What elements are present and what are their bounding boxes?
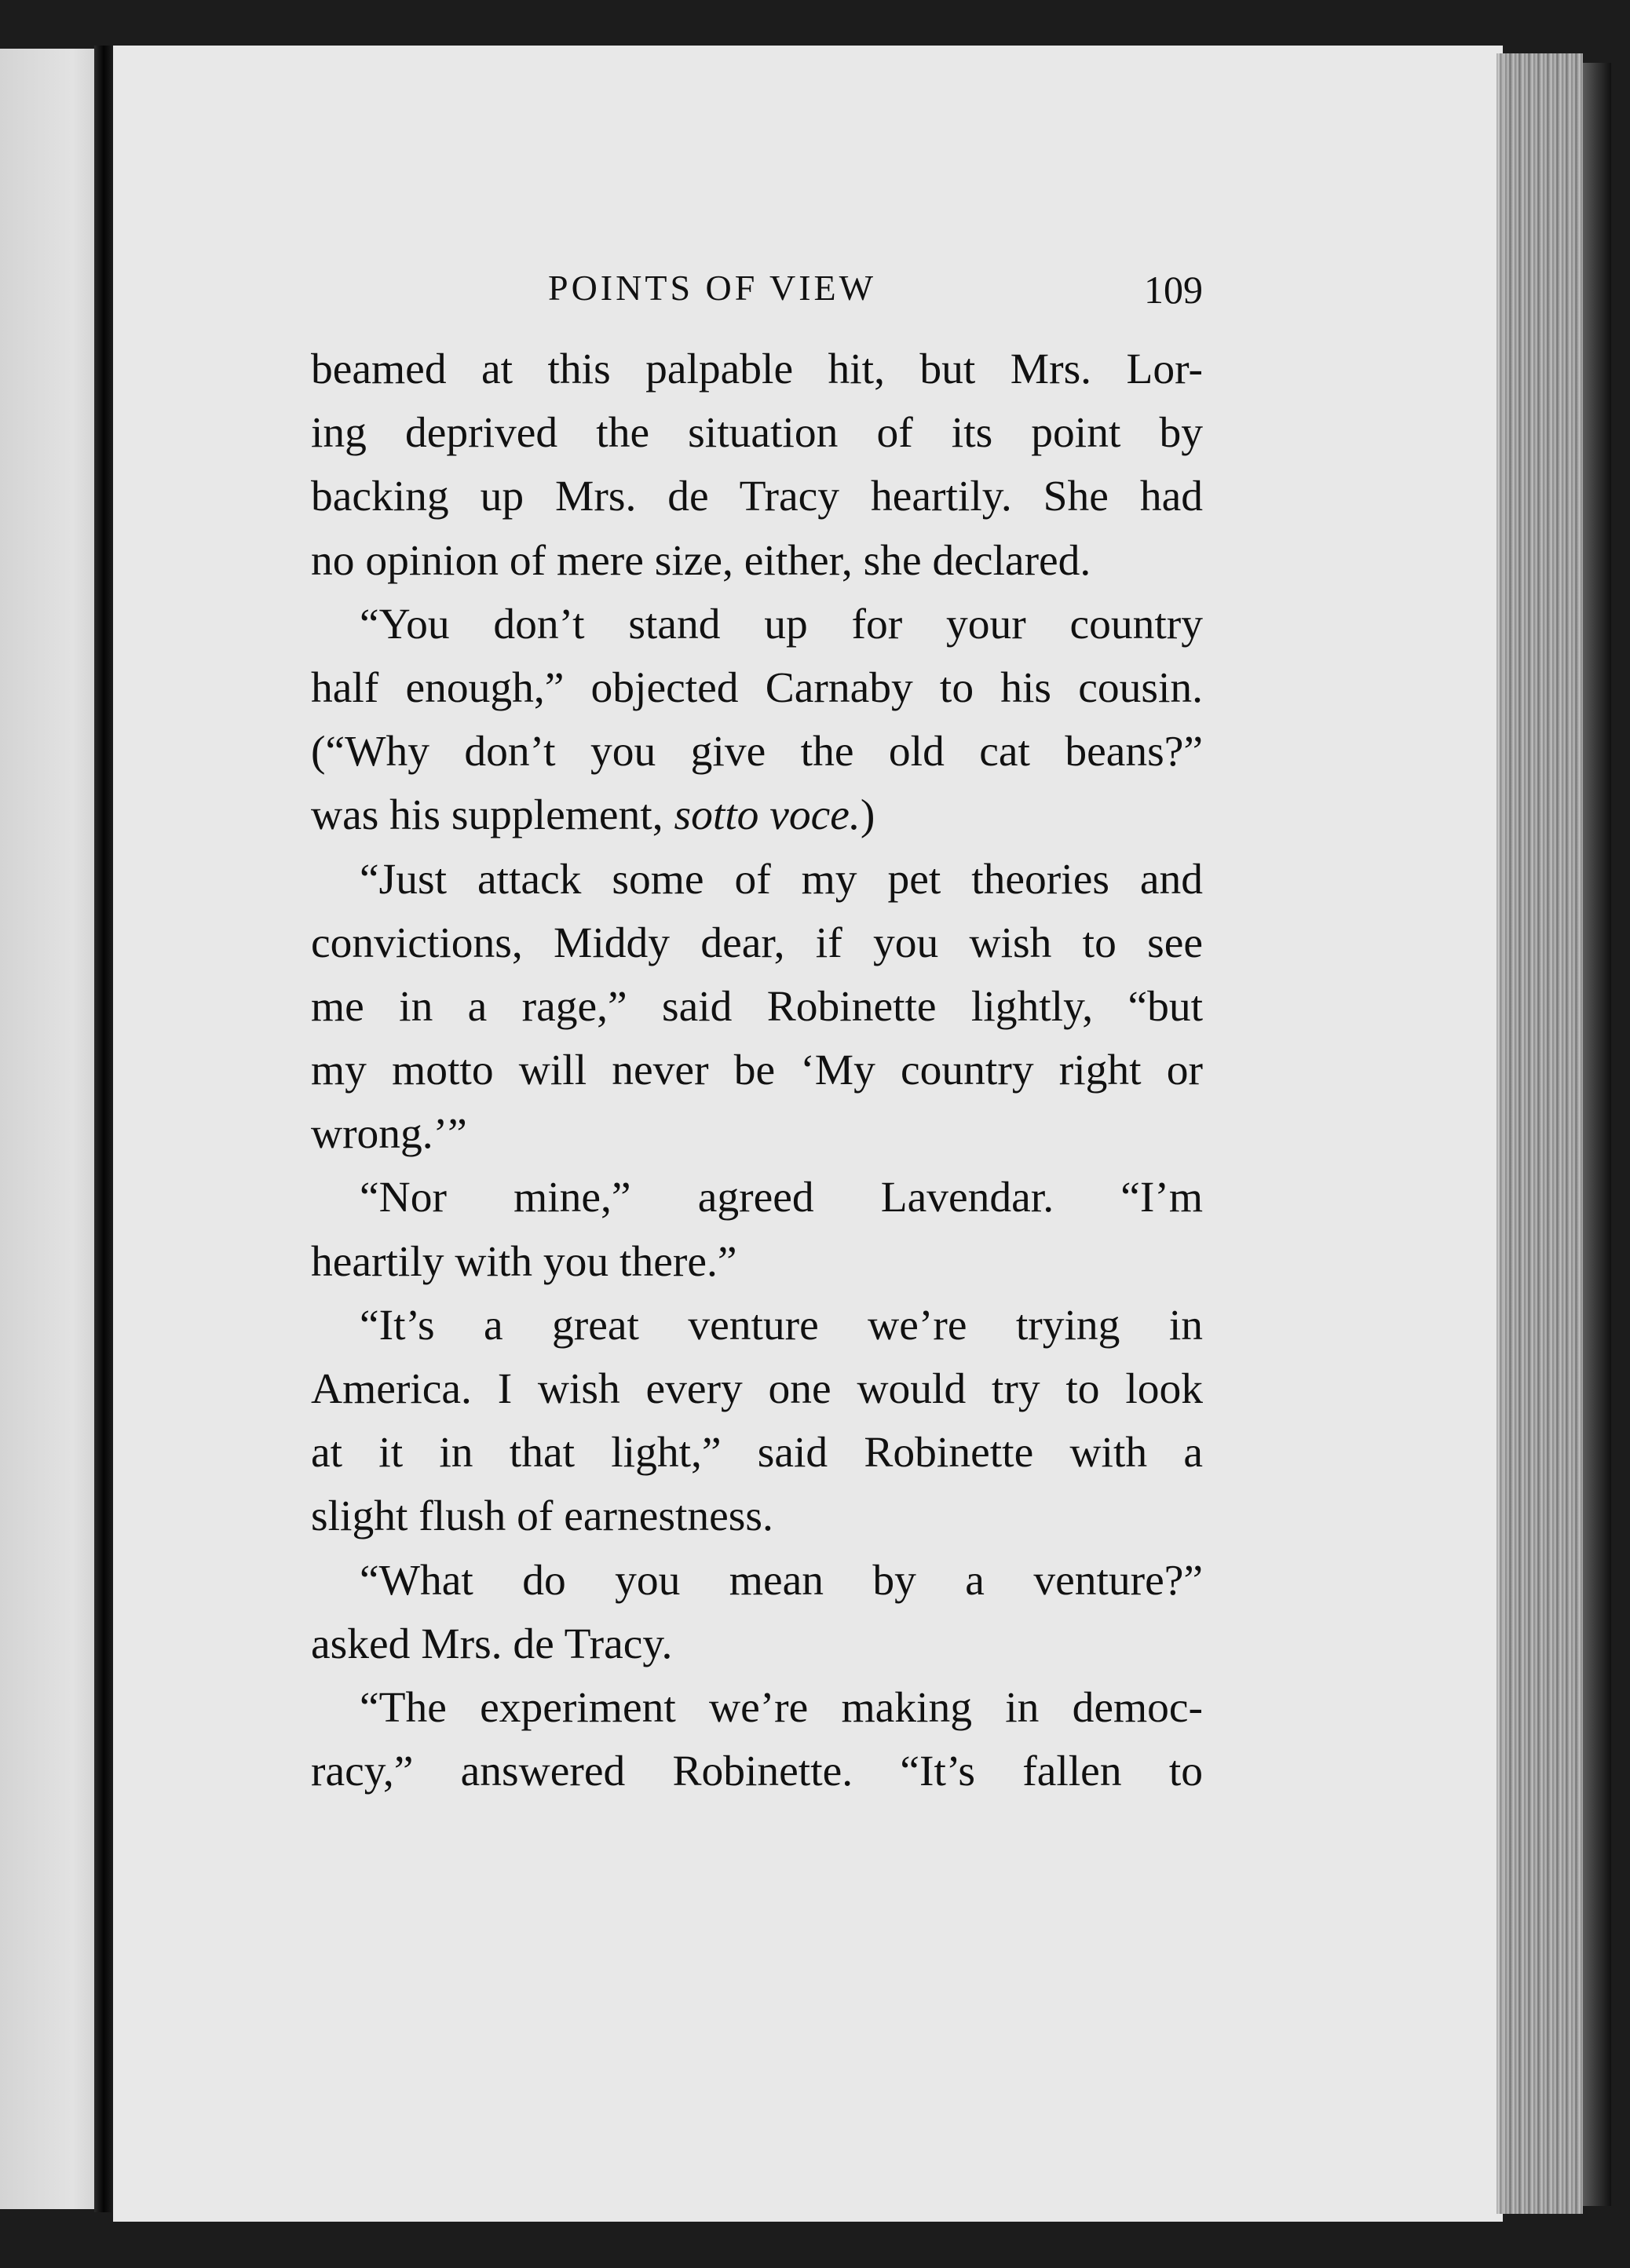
text-line: [311, 975, 1203, 1039]
text-line-content: convictions, Middy dear, if you wish to see: [311, 919, 1203, 967]
text-line: [311, 401, 1203, 465]
text-line-content: “What do you mean by a venture?”: [360, 1556, 1203, 1605]
text-line: [311, 848, 1203, 911]
text-line: [311, 911, 1203, 975]
text-line-content: slight flush of earnestness.: [311, 1492, 773, 1541]
text-line-content: beamed at this palpable hit, but Mrs. Lor-: [311, 345, 1203, 393]
text-line: [311, 1421, 1203, 1485]
text-line-content: heartily with you there.”: [311, 1237, 737, 1286]
text-line: [311, 593, 1203, 656]
facing-page-edge: [0, 49, 104, 2209]
text-line: [311, 1294, 1203, 1357]
text-line-content: “Nor mine,” agreed Lavendar. “I’m: [360, 1174, 1203, 1222]
page-block-edge: [1497, 53, 1583, 2214]
text-line: [311, 1612, 1203, 1676]
text-line-content: (“Why don’t you give the old cat beans?”: [311, 728, 1203, 776]
text-line-content: “It’s a great venture we’re trying in: [360, 1301, 1203, 1349]
text-line: [311, 1357, 1203, 1421]
text-line-content: me in a rage,” said Robinette lightly, “but: [311, 982, 1203, 1031]
body-text: [311, 338, 1203, 1803]
text-line-content: wrong.’”: [311, 1110, 467, 1159]
page-edge-shadow: [1583, 63, 1611, 2206]
text-line: [311, 529, 1203, 593]
text-line-content: racy,” answered Robinette. “It’s fallen to: [311, 1748, 1203, 1796]
text-line-content: America. I wish every one would try to look: [311, 1365, 1203, 1413]
text-line: [311, 1039, 1203, 1102]
text-line: [311, 1676, 1203, 1740]
text-line-content: ing deprived the situation of its point by: [311, 409, 1203, 458]
running-title: POINTS OF VIEW: [548, 268, 877, 308]
book-gutter: [94, 46, 113, 2212]
text-line: [311, 1485, 1203, 1548]
text-line: [311, 1166, 1203, 1229]
text-line: [311, 1740, 1203, 1803]
text-line: [311, 783, 1203, 847]
running-head: [314, 267, 1203, 322]
text-line: [311, 1549, 1203, 1612]
text-line-content: half enough,” objected Carnaby to his cousin.: [311, 663, 1203, 712]
text-line-content: at it in that light,” said Robinette with a: [311, 1429, 1203, 1477]
text-line-content: no opinion of mere size, either, she declared.: [311, 536, 1091, 585]
text-line-suffix: ): [860, 791, 875, 840]
text-line-content: was his supplement,: [311, 791, 674, 840]
text-line: [311, 1102, 1203, 1166]
text-line-content: my motto will never be ‘My country right or: [311, 1046, 1203, 1095]
text-line: [311, 1230, 1203, 1294]
text-line: [311, 338, 1203, 401]
text-line: [311, 656, 1203, 720]
text-line-content: “You don’t stand up for your country: [360, 600, 1203, 648]
page-number: 109: [1144, 268, 1203, 312]
text-line: [311, 465, 1203, 528]
italic-phrase: sotto voce.: [674, 791, 861, 840]
text-line-content: asked Mrs. de Tracy.: [311, 1620, 673, 1668]
text-line-content: “Just attack some of my pet theories and: [360, 855, 1203, 904]
text-line: [311, 720, 1203, 783]
text-line-content: “The experiment we’re making in democ-: [360, 1683, 1203, 1732]
text-line-content: backing up Mrs. de Tracy heartily. She had: [311, 473, 1203, 521]
